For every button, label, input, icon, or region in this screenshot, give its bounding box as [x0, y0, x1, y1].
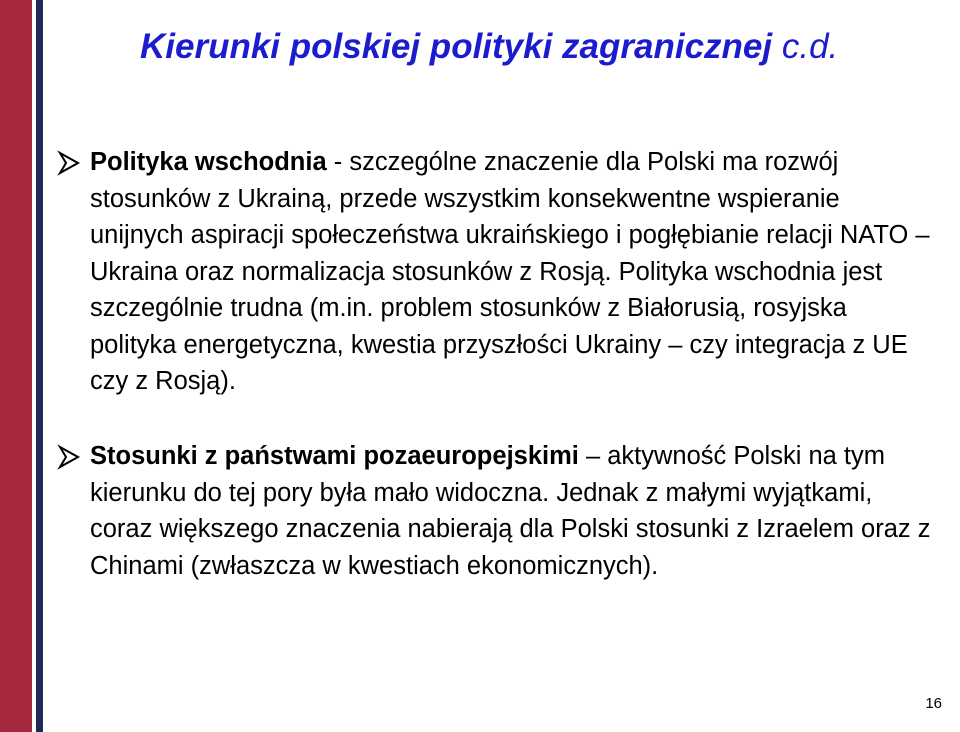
arrow-bullet-icon — [56, 444, 82, 470]
page-number: 16 — [925, 695, 942, 712]
bullet-body: – aktywność Polski na tym kierunku do tej pory była mało widoczna. Jednak z małymi wyjątkami, coraz większego znaczenia nabierają dla Polski stosunki z Izraelem oraz z Chinami (zwłaszcza w kwestiach ekonomicznych). — [90, 442, 931, 580]
bullet-non-european-relations — [56, 438, 936, 584]
bullet-lead: Polityka wschodnia — [90, 148, 327, 176]
bullet-text — [90, 144, 936, 400]
bullet-lead: Stosunki z państwami pozaeuropejskimi — [90, 442, 579, 470]
slide-title-main: Kierunki polskiej polityki zagranicznej — [140, 27, 773, 66]
bullet-text — [90, 438, 936, 584]
bullet-body: - szczególne znaczenie dla Polski ma rozwój stosunków z Ukrainą, przede wszystkim konsekwentne wspieranie unijnych aspiracji społeczeństwa ukraińskiego i pogłębianie relacji NATO – Ukraina oraz normalizacja stosunków z Rosją. Polityka wschodnia jest szczególnie trudna (m.in. problem stosunków z Białorusią, rosyjska polityka energetyczna, kwestia przyszłości Ukrainy – czy integracja z UE czy z Rosją). — [90, 148, 930, 395]
slide-title — [140, 26, 838, 68]
left-red-bar — [0, 0, 32, 732]
bullet-eastern-policy — [56, 144, 936, 400]
slide-title-suffix: c.d. — [781, 27, 839, 66]
left-navy-bar — [36, 0, 43, 732]
arrow-bullet-icon — [56, 150, 82, 176]
